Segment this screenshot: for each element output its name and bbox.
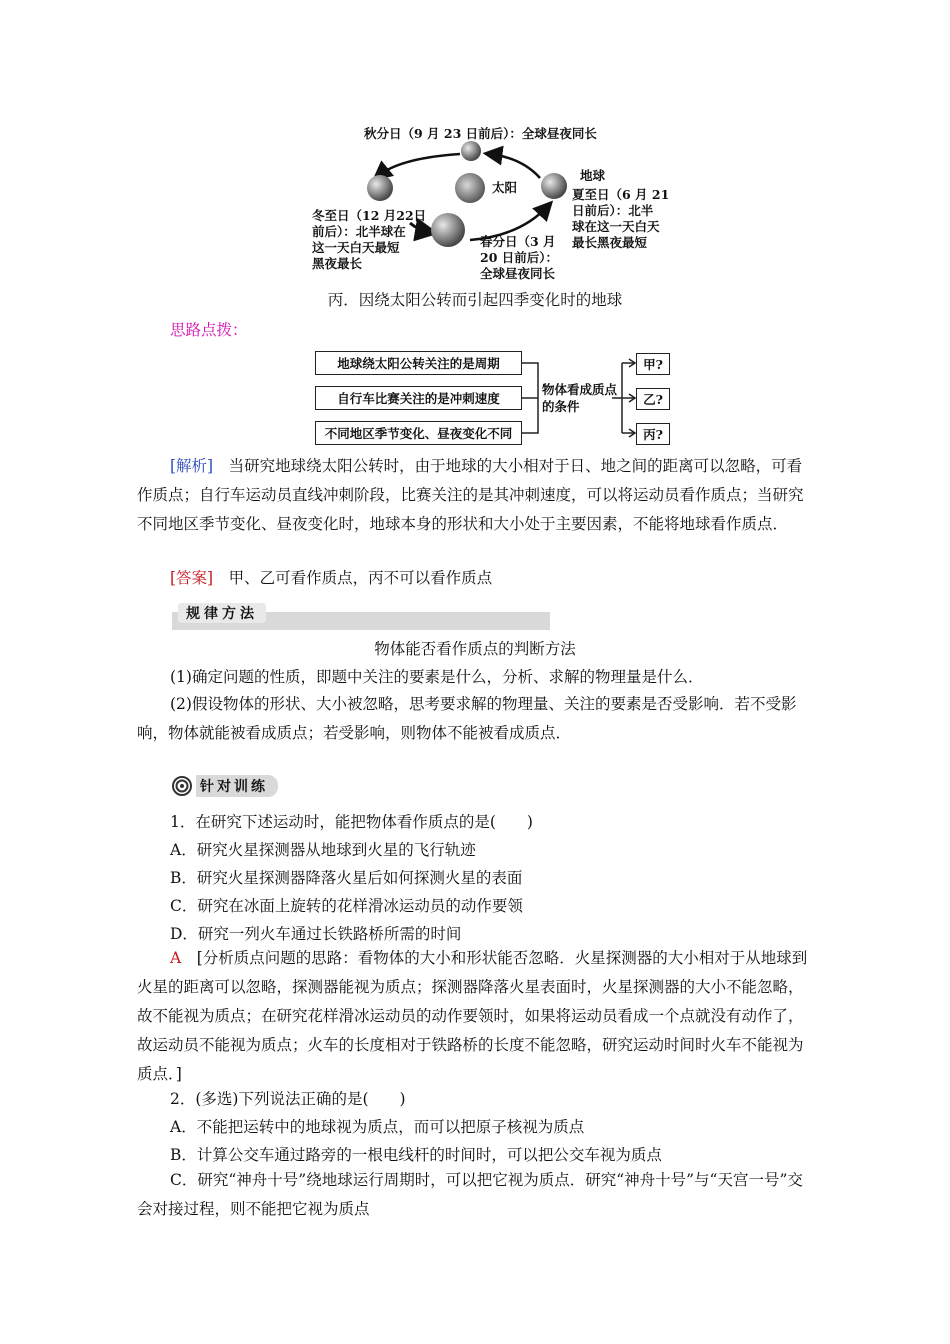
q2-option-a: A．不能把运转中的地球视为质点，而可以把原子核视为质点	[170, 1118, 585, 1136]
method-p1: (1)确定问题的性质，即题中关注的要素是什么，分析、求解的物理量是什么．	[170, 668, 704, 686]
sun-label: 太阳	[492, 180, 518, 195]
earth-summer	[541, 173, 567, 199]
flow-result-1: 甲?	[636, 353, 670, 375]
answer-text: 甲、乙可看作质点，丙不可以看作质点	[228, 569, 493, 587]
flow-item-1: 地球绕太阳公转关注的是周期	[315, 351, 522, 375]
flow-center: 物体看成质点 的条件	[542, 382, 618, 414]
flow-result-2: 乙?	[636, 388, 670, 410]
earth-autumn	[461, 141, 481, 161]
summer-label: 夏至日（6 月 21 日前后）：北半 球在这一天白天 最长黑夜最短	[572, 187, 670, 250]
target-icon	[172, 776, 192, 796]
autumn-label: 秋分日（9 月 23 日前后）：全球昼夜同长	[364, 126, 597, 141]
training-banner	[172, 775, 278, 797]
hint-title: 思路点拨：	[170, 321, 248, 339]
flow-result-3: 丙?	[636, 423, 670, 445]
earth-label: 地球	[580, 168, 606, 183]
method-banner: 规律方法	[178, 603, 266, 623]
method-p2: (2)假设物体的形状、大小被忽略，思考要求解的物理量、关注的要素是否受影响．若不受影响，物体就能被看成质点；若受影响，则物体不能被看成质点．	[137, 695, 797, 742]
q1-option-b: B．研究火星探测器降落火星后如何探测火星的表面	[170, 869, 523, 887]
sun-shape	[455, 173, 485, 203]
q1-option-c: C．研究在冰面上旋转的花样滑冰运动员的动作要领	[170, 897, 523, 915]
flow-item-2: 自行车比赛关注的是冲刺速度	[315, 386, 522, 410]
analysis-text: 当研究地球绕太阳公转时，由于地球的大小相对于日、地之间的距离可以忽略，可看作质点；自行车运动员直线冲刺阶段，比赛关注的是其冲刺速度，可以将运动员看作质点；当研究不同地区季节变化、昼夜变化时，地球本身的形状和大小处于主要因素，不能将地球看作质点．	[137, 457, 804, 533]
spring-label: 春分日（3 月 20 日前后）： 全球昼夜同长	[480, 234, 558, 281]
answer-tag: [答案]	[170, 569, 214, 587]
q2-option-c: C．研究“神舟十号”绕地球运行周期时，可以把它视为质点．研究“神舟十号”与“天宫一号”交会对接过程，则不能把它视为质点	[137, 1171, 803, 1218]
figure-caption: 丙．因绕太阳公转而引起四季变化时的地球	[327, 291, 623, 309]
q1-option-d: D．研究一列火车通过长铁路桥所需的时间	[170, 925, 462, 943]
analysis-paragraph	[137, 452, 817, 539]
q1-explanation	[137, 944, 817, 1089]
q1-option-a: A．研究火星探测器从地球到火星的飞行轨迹	[170, 841, 476, 859]
q2-option-b: B．计算公交车通过路旁的一根电线杆的时间时，可以把公交车视为质点	[170, 1146, 662, 1164]
orbit-figure	[300, 118, 690, 283]
flow-item-3: 不同地区季节变化、昼夜变化不同	[315, 421, 522, 445]
earth-spring	[431, 213, 465, 247]
flow-diagram	[310, 345, 680, 450]
method-title: 物体能否看作质点的判断方法	[374, 640, 576, 658]
answer-line	[170, 566, 492, 588]
training-banner-label: 针对训练	[196, 775, 278, 797]
winter-label: 冬至日（12 月22日 前后）：北半球在 这一天白天最短 黑夜最长	[312, 208, 427, 271]
q1-answer: A	[170, 949, 182, 967]
analysis-tag: [解析]	[170, 457, 214, 475]
q1-stem: 1．在研究下述运动时，能把物体看作质点的是( )	[170, 813, 533, 831]
earth-winter	[367, 175, 393, 201]
q2-stem: 2．(多选)下列说法正确的是( )	[170, 1090, 406, 1108]
q1-explanation-text: [分析质点问题的思路：看物体的大小和形状能否忽略．火星探测器的大小相对于从地球到火星的距离可以忽略，探测器能视为质点；探测器降落火星表面时，火星探测器的大小不能忽略，故不能视为质点；在研究花样滑冰运动员的动作要领时，如果将运动员看成一个点就没有动作了，故运动员不能视为质点；火车的长度相对于铁路桥的长度不能忽略，研究运动时间时火车不能视为质点．]	[137, 949, 808, 1083]
